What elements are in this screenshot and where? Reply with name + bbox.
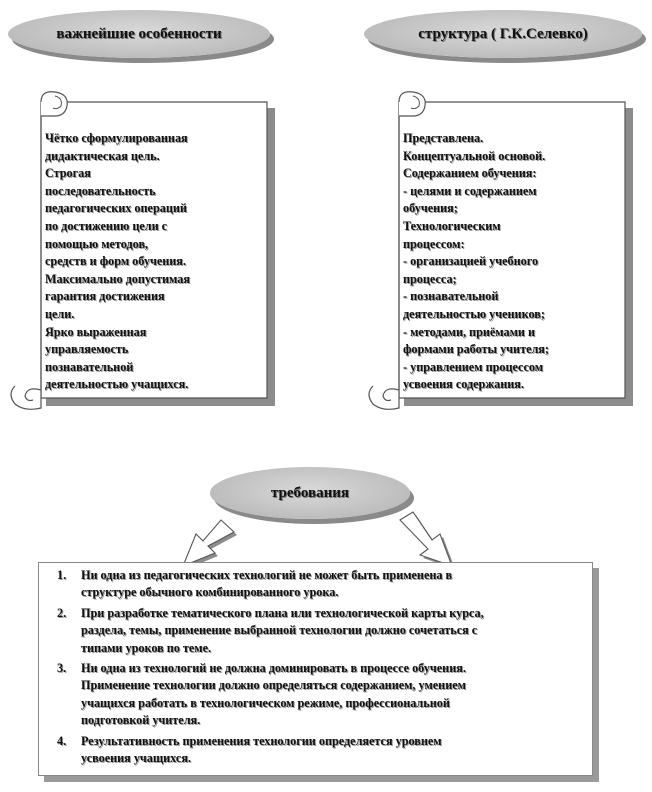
structure-line: Технологическим: [403, 218, 501, 233]
features-line: помощью методов,: [45, 236, 149, 251]
structure-line: процесса;: [403, 271, 457, 286]
structure-line: деятельностью учеников;: [403, 306, 545, 321]
requirements-title-banner: [210, 467, 410, 519]
requirement-item: [57, 660, 584, 730]
structure-line: Содержанием обучения:: [403, 166, 537, 181]
structure-line: формами работы учителя;: [403, 342, 549, 357]
features-line: цели.: [45, 306, 75, 321]
requirement-line: раздела, темы, применение выбранной технологии должно сочетаться с: [81, 623, 478, 638]
requirements-title: требования: [271, 484, 349, 501]
requirement-line: усвоения учащихся.: [81, 751, 191, 766]
requirement-line: типами уроков по теме.: [81, 640, 212, 655]
structure-line: обучения;: [403, 201, 458, 216]
structure-line: - организацией учебного: [403, 254, 539, 269]
features-line: познавательной: [45, 359, 134, 374]
requirements-box: [38, 562, 593, 776]
requirement-line: структуре обычного комбинированного урока.: [81, 585, 339, 600]
requirement-line: подготовкой учителя.: [81, 713, 201, 728]
requirement-item: [57, 733, 584, 768]
features-line: дидактическая цель.: [45, 148, 160, 163]
requirement-number: 3.: [57, 661, 67, 676]
structure-title: структура ( Г.К.Селевко): [418, 25, 588, 42]
structure-line: Представлена.: [403, 131, 484, 145]
features-line: Чётко сформулированная: [45, 131, 188, 145]
requirement-number: 2.: [57, 605, 67, 620]
structure-line: Концептуальной основой.: [403, 148, 546, 163]
requirement-line: Ни одна из педагогических технологий не может быть применена в: [81, 568, 453, 582]
requirement-item: [57, 605, 584, 657]
features-line: средств и форм обучения.: [45, 254, 186, 269]
features-line: по достижению цели с: [45, 218, 168, 233]
structure-line: усвоения содержания.: [403, 377, 524, 392]
arrow-down-right-icon: [400, 512, 455, 569]
features-line: Максимально допустимая: [45, 271, 190, 286]
features-title: важнейшие особенности: [56, 25, 222, 42]
requirement-line: Применение технологии должно определяться содержанием, умением: [81, 678, 466, 693]
requirement-line: Ни одна из технологий не должна доминировать в процессе обучения.: [81, 661, 466, 676]
requirement-number: 1.: [57, 568, 67, 582]
features-line: педагогических операций: [45, 201, 187, 216]
structure-line: - познавательной: [403, 289, 499, 304]
requirement-line: учащихся работать в технологическом режиме, профессиональной: [81, 695, 450, 710]
requirement-line: При разработке тематического плана или технологической карты курса,: [81, 605, 484, 620]
structure-line: - методами, приёмами и: [403, 324, 535, 339]
features-line: Строгая: [45, 166, 91, 181]
features-line: Ярко выраженная: [45, 324, 147, 339]
features-line: гарантия достижения: [45, 289, 165, 304]
features-line: последовательность: [45, 183, 156, 198]
requirement-number: 4.: [57, 733, 67, 748]
requirements-list: [39, 563, 592, 767]
features-line: управляемость: [45, 342, 129, 357]
structure-line: - управлением процессом: [403, 359, 544, 374]
structure-line: процессом:: [403, 236, 465, 251]
requirement-item: [57, 567, 584, 602]
structure-line: - целями и содержанием: [403, 183, 537, 198]
requirement-line: Результативность применения технологии определяется уровнем: [81, 733, 442, 748]
features-line: деятельностью учащихся.: [45, 377, 189, 392]
